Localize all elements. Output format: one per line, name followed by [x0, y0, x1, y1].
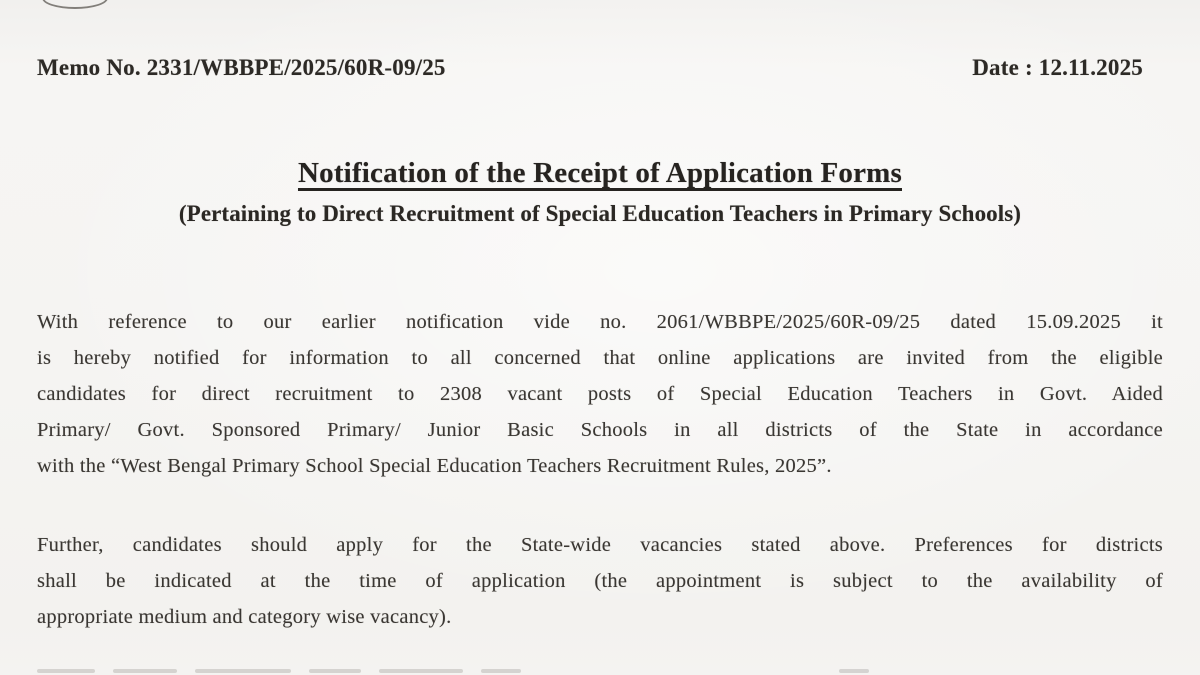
- memo-header-row: [37, 55, 1143, 81]
- paragraph-1-line-4: Primary/ Govt. Sponsored Primary/ Junior Basic Schools in all districts of the State in accordance: [37, 419, 1163, 441]
- cutoff-text-remnant: [37, 669, 1163, 675]
- paragraph-2-line-1: Further, candidates should apply for the State-wide vacancies stated above. Preferences for districts: [37, 534, 1163, 556]
- document-title: Notification of the Receipt of Application Forms: [297, 157, 902, 189]
- paragraph-1-line-1: With reference to our earlier notification vide no. 2061/WBBPE/2025/60R-09/25 dated 15.09.2025 it: [37, 311, 1163, 333]
- memo-number: Memo No. 2331/WBBPE/2025/60R-09/25: [37, 55, 446, 80]
- paragraph-1-line-3: candidates for direct recruitment to 2308 vacant posts of Special Education Teachers in Govt. Aided: [37, 383, 1163, 405]
- paragraph-1: [37, 304, 1163, 484]
- paragraph-2-line-3: appropriate medium and category wise vacancy).: [37, 606, 452, 628]
- paragraph-2-line-2: shall be indicated at the time of application (the appointment is subject to the availability of: [37, 570, 1163, 592]
- paragraph-2: [37, 527, 1163, 635]
- document-date: Date : 12.11.2025: [972, 55, 1143, 80]
- paragraph-1-line-5: with the “West Bengal Primary School Special Education Teachers Recruitment Rules, 2025”.: [37, 455, 832, 477]
- document-subtitle: (Pertaining to Direct Recruitment of Special Education Teachers in Primary Schools): [178, 201, 1022, 226]
- paragraph-1-line-2: is hereby notified for information to all concerned that online applications are invited from the eligible: [37, 347, 1163, 369]
- emblem-remnant-arc: [42, 0, 108, 9]
